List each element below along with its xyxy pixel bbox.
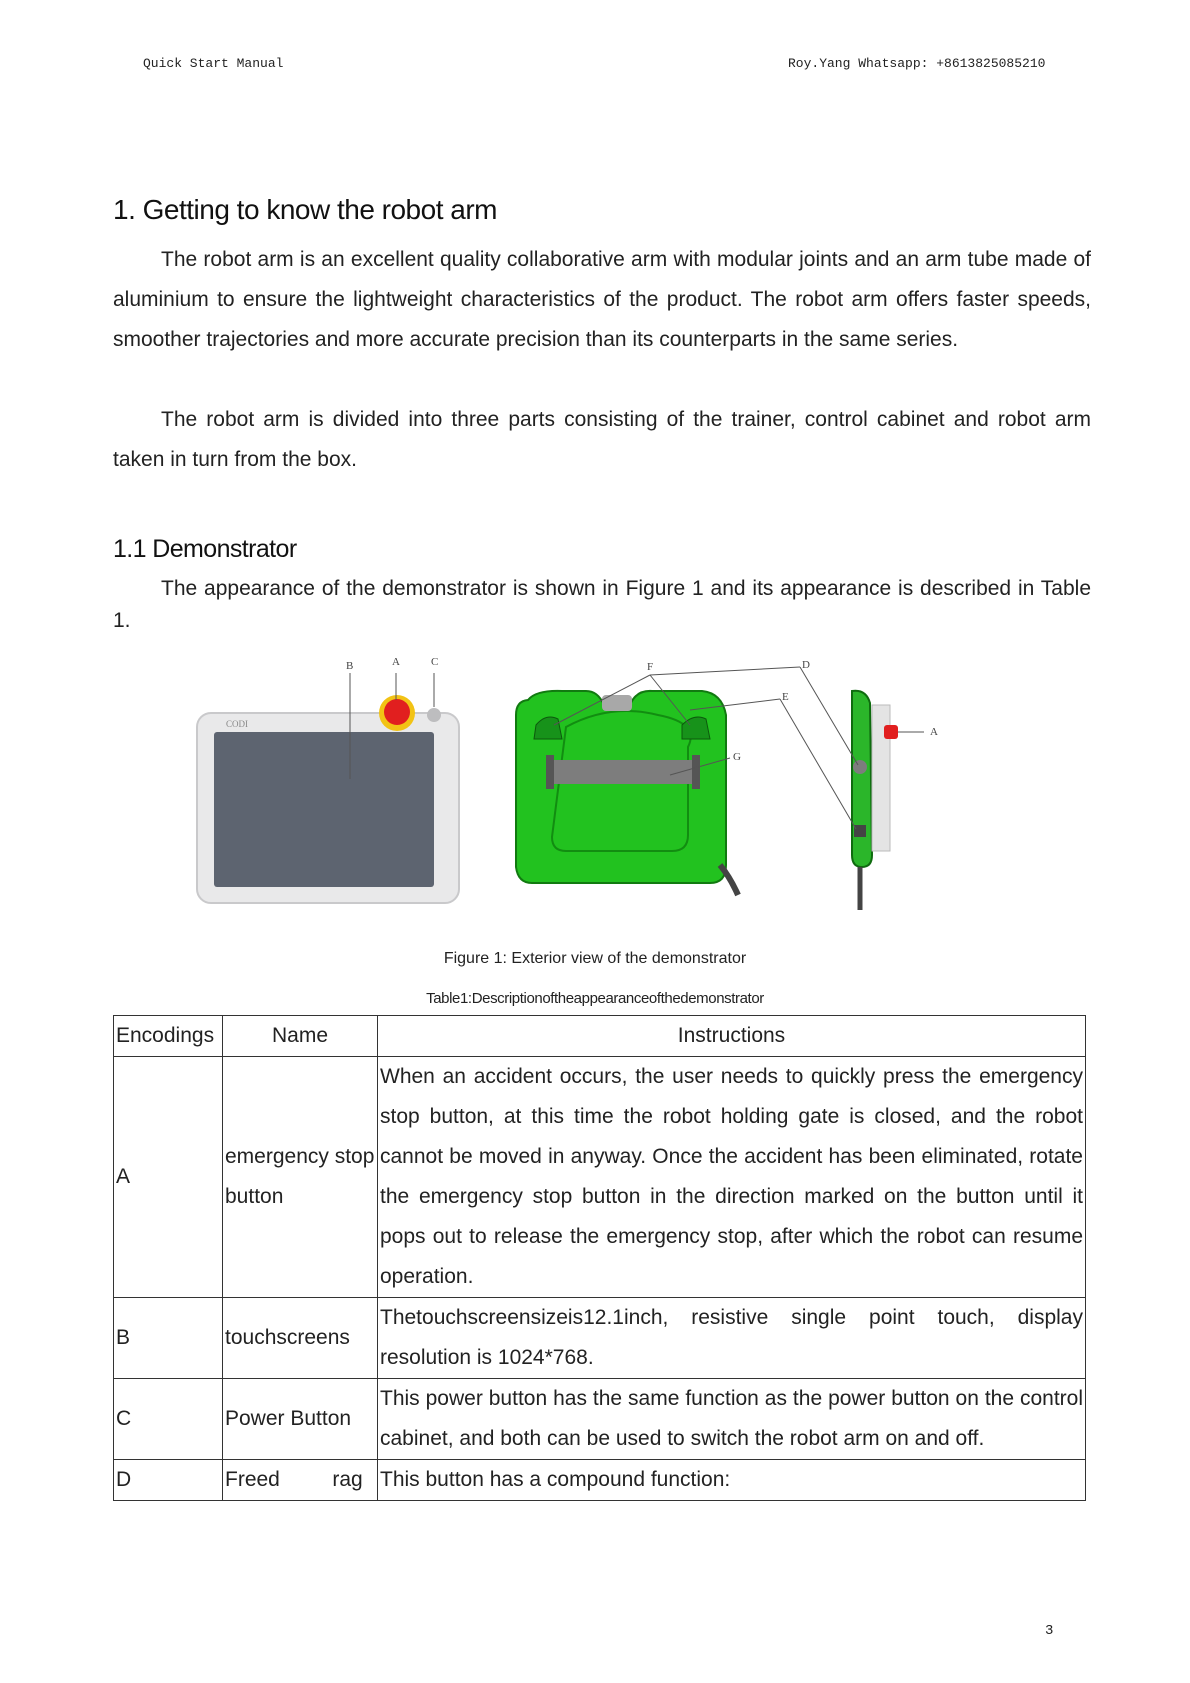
table-header-row xyxy=(114,1016,1086,1057)
power-button-icon xyxy=(427,708,441,722)
table-row xyxy=(114,1460,1086,1501)
row-desc: This power button has the same function as the power button on the control cabinet, and both can be used to switch the robot arm on and off. xyxy=(378,1379,1086,1460)
row-code: C xyxy=(114,1379,223,1460)
side-estop-icon xyxy=(884,725,898,739)
label-e: E xyxy=(782,691,789,703)
table-row xyxy=(114,1298,1086,1379)
table-row xyxy=(114,1379,1086,1460)
back-view xyxy=(516,661,741,895)
figure-caption: Figure 1: Exterior view of the demonstrator xyxy=(443,950,747,967)
row-name: Power Button xyxy=(223,1379,378,1460)
touchscreen-image xyxy=(214,732,434,887)
hand-strap xyxy=(548,760,698,784)
front-view xyxy=(197,656,459,903)
header-left: Quick Start Manual xyxy=(143,56,284,71)
description-table xyxy=(113,1015,1086,1501)
label-b: B xyxy=(346,660,354,672)
row-desc: This button has a compound function: xyxy=(378,1460,1086,1501)
label-a-side: A xyxy=(930,726,938,738)
demonstrator-figure xyxy=(190,655,1030,915)
row-code: D xyxy=(114,1460,223,1501)
row-name: Freed rag xyxy=(223,1460,378,1501)
intro-paragraph: The robot arm is an excellent quality collaborative arm with modular joints and an arm tube made of aluminium to ensure the lightweight characteristics of the product. The robot arm offers faster speeds, smoother trajectories and more accurate precision than its counterparts in the same series. xyxy=(113,248,1091,351)
row-name: touchscreens xyxy=(223,1298,378,1379)
row-code: A xyxy=(114,1057,223,1298)
section-title: 1. Getting to know the robot arm xyxy=(113,194,497,225)
subsection-title: 1.1 Demonstrator xyxy=(113,535,297,563)
header-encodings: Encodings xyxy=(114,1016,223,1057)
row-desc: When an accident occurs, the user needs to quickly press the emergency stop button, at this time the robot holding gate is closed, and the robot cannot be moved in anyway. Once the accident has been eliminated, rotate the emergency stop button in the direction marked on the button until it pops out to release the emergency stop, after which the robot can resume operation. xyxy=(378,1057,1086,1298)
table-row xyxy=(114,1057,1086,1298)
demonstrator-paragraph: The appearance of the demonstrator is shown in Figure 1 and its appearance is described in Table 1. xyxy=(113,577,1091,632)
label-c: C xyxy=(431,656,439,668)
row-desc: Thetouchscreensizeis12.1inch, resistive single point touch, display resolution is 1024*768. xyxy=(378,1298,1086,1379)
header-instructions: Instructions xyxy=(378,1016,1086,1057)
table-caption: Table1:Descriptionoftheappearanceofthedemonstrator xyxy=(426,990,764,1007)
header-right: Roy.Yang Whatsapp: +8613825085210 xyxy=(788,56,1046,71)
parts-paragraph: The robot arm is divided into three parts consisting of the trainer, control cabinet and robot arm taken in turn from the box. xyxy=(113,408,1091,471)
emergency-stop-icon xyxy=(384,699,410,725)
label-a-front: A xyxy=(392,656,400,668)
page-number: 3 xyxy=(1045,1623,1054,1639)
label-f: F xyxy=(647,661,654,673)
row-code: B xyxy=(114,1298,223,1379)
header-name: Name xyxy=(223,1016,378,1057)
row-name: emergency stop button xyxy=(223,1057,378,1298)
label-d: D xyxy=(802,659,810,671)
label-g: G xyxy=(733,751,741,763)
brand-label: CODI xyxy=(226,719,248,729)
